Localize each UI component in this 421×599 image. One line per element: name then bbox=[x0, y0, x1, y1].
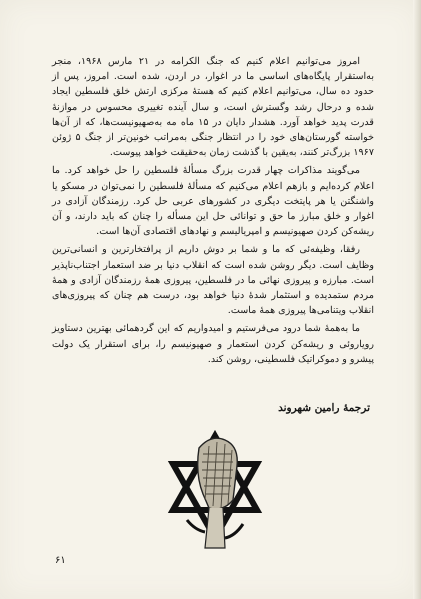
paragraph-3: رفقا، وظیفه‌ئی که ما و شما بر دوش داریم از پرافتخارترین و انسانی‌ترین وظایف است. دیگر روشن شده است که انقلاب دنیا بر ضد استعمار اجتناب‌ناپذیر است. مبارزه و پیروزی نهائی ما در فلسطین، پیروزی همهٔ رزمندگان آزادی و همهٔ مردم ستمدیده و استثمار شدهٔ دنیا خواهد بود، درست هم چنان که پیروزی‌های انقلاب ویتنامی‌ها پیروزی همهٔ ماست. bbox=[52, 244, 374, 317]
paragraph-4: ما به‌همهٔ شما درود می‌فرستیم و امیدواریم که این گردهمائی بهترین دستاویز رویاروئی و ریشه‌کن کردن استعمار و صهیونیسم را، برای استقرار یک دولت پیشرو و دموکراتیک فلسطینی، روشن کند. bbox=[52, 323, 374, 365]
star-and-fist-emblem bbox=[165, 428, 265, 558]
translator-credit: ترجمهٔ رامین شهروند bbox=[278, 402, 370, 414]
scan-edge bbox=[413, 0, 421, 599]
body-text bbox=[52, 54, 374, 370]
paragraph-1: امروز می‌توانیم اعلام کنیم که جنگ الکرامه در ۲۱ مارس ۱۹۶۸، منجر به‌استقرار پایگاه‌های اساسی ما در اغوار، در اردن، شده است. امروز، پس از حدود ده سال، می‌توانیم اعلام کنیم که هستهٔ مرکزی ارتش خلق فلسطین ایجاد شده و درحال رشد وگسترش است، و سال آینده تغییری محسوس در موازنهٔ قدرت پدید خواهد آورد. هشدار دایان در ۱۵ ماه مه به‌صهیونیست‌ها، که از آن‌ها خواسته گورستان‌های خود را در انتظار جنگی به‌مراتب خونین‌تر از جنگ ۵ ژوئن ۱۹۶۷ بزرگ‌تر کنند، به‌یقین با گذشت زمان به‌حقیقت خواهد پیوست. bbox=[52, 56, 374, 159]
page-number: ۶۱ bbox=[55, 555, 66, 566]
paragraph-2: می‌گویند مذاکرات چهار قدرت بزرگ مسألهٔ فلسطین را حل خواهد کرد. ما اعلام کرده‌ایم و بازهم اعلام می‌کنیم که مسألهٔ فلسطین را نمی‌توان در مسکو یا واشنگتن یا هر پایتخت دیگری در کشورهای عربی حل کرد. رزمندگان آزادی در اغوار و خلق مبارز ما حق و توانائی حل این مسأله را چنان که باید دارند، و آن ریشه‌کن کردن صهیونیسم و امپریالیسم و نهادهای اقتصادی آن‌ها است. bbox=[52, 165, 374, 238]
